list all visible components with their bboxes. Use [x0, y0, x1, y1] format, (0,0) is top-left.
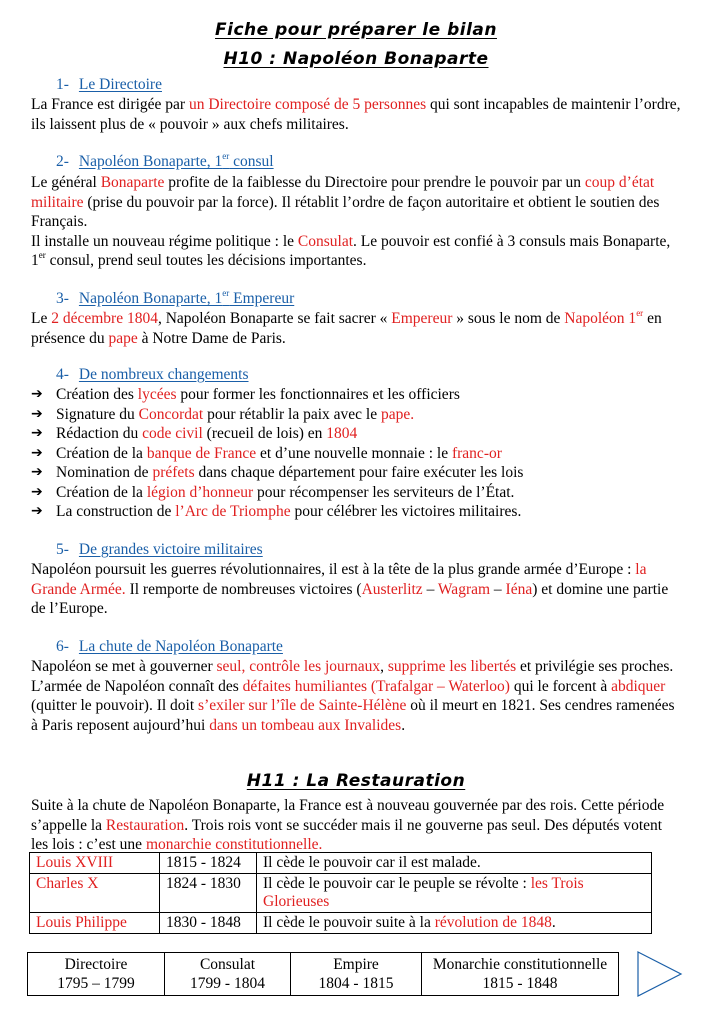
list-item: ➔ Création des lycées pour former les fonctionnaires et les officiers [31, 386, 460, 403]
arrow-icon: ➔ [31, 483, 43, 500]
king-dates: 1830 - 1848 [160, 913, 257, 934]
list-item: ➔ Signature du Concordat pour rétablir la paix avec le pape. [31, 405, 415, 423]
timeline-arrow-icon [637, 950, 683, 998]
section-1-heading: 1- Le Directoire [56, 76, 162, 93]
list-item: ➔ Création de la légion d’honneur pour récompenser les serviteurs de l’État. [31, 483, 515, 501]
table-row [28, 953, 619, 996]
arrow-icon: ➔ [31, 425, 43, 441]
arrow-icon: ➔ [31, 503, 43, 519]
table-row [30, 874, 652, 913]
timeline-cell: Empire 1804 - 1815 [291, 953, 422, 996]
king-name: Louis Philippe [30, 913, 160, 934]
timeline-table [27, 952, 619, 996]
table-row [30, 853, 652, 874]
section-4-heading: 4- De nombreux changements [56, 366, 249, 383]
section-2-heading: 2- Napoléon Bonaparte, 1er consul [56, 150, 274, 170]
king-reason: Il cède le pouvoir suite à la révolution de 1848. [257, 913, 652, 934]
timeline-cell: Consulat 1799 - 1804 [165, 953, 291, 996]
document-subtitle: H10 : Napoléon Bonaparte [223, 49, 489, 69]
section-5-heading: 5- De grandes victoire militaires [56, 541, 263, 558]
kings-table [29, 852, 652, 934]
document-title: Fiche pour préparer le bilan [215, 20, 497, 40]
section-2-text: Le général Bonaparte profite de la faiblesse du Directoire pour prendre le pouvoir par un coup d’état militaire (prise du pouvoir par la force). Il rétablit l’ordre de façon autoritaire et obtient le soutien des Français. Il installe un nouveau régime politique : le Consulat. Le pouvoir est confié à 3 consuls mais Bonaparte, 1er consul, prend seul toutes les décisions importantes. [31, 174, 671, 269]
list-item: ➔ La construction de l’Arc de Triomphe pour célébrer les victoires militaires. [31, 503, 522, 520]
section-3-heading: 3- Napoléon Bonaparte, 1er Empereur [56, 287, 295, 307]
timeline-cell: Monarchie constitutionnelle 1815 - 1848 [422, 953, 619, 996]
arrow-icon: ➔ [31, 464, 43, 480]
list-item: ➔ Nomination de préfets dans chaque département pour faire exécuter les lois [31, 464, 524, 481]
arrow-icon: ➔ [31, 444, 43, 461]
restauration-title: H11 : La Restauration [246, 771, 466, 791]
section-6-text: Napoléon se met à gouverner seul, contrôle les journaux, supprime les libertés et privilégie ses proches. L’armée de Napoléon connaît des défaites humiliantes (Trafalgar – Waterloo) qui le forcent à abdiquer (quitter le pouvoir). Il doit s’exiler sur l’île de Sainte-Hélène où il meurt en 1821. Ses cendres ramenées à Paris reposent aujourd’hui dans un tombeau aux Invalides. [31, 658, 675, 734]
king-reason: Il cède le pouvoir car le peuple se révolte : les Trois Glorieuses [257, 874, 652, 913]
table-row [30, 913, 652, 934]
king-reason: Il cède le pouvoir car il est malade. [257, 853, 652, 874]
changes-list [31, 385, 523, 522]
section-1-text: La France est dirigée par un Directoire composé de 5 personnes qui sont incapables de maintenir l’ordre, ils laissent plus de « pouvoir » aux chefs militaires. [31, 96, 681, 133]
section-6-heading: 6- La chute de Napoléon Bonaparte [56, 638, 283, 655]
restauration-text: Suite à la chute de Napoléon Bonaparte, la France est à nouveau gouvernée par des rois. Cette période s’appelle la Restauration. Trois rois vont se succéder mais il ne gouverne pas seul. Des députés votent les lois : c’est une monarchie constitutionnelle. [31, 797, 665, 853]
list-item: ➔ Création de la banque de France et d’une nouvelle monnaie : le franc-or [31, 444, 502, 462]
section-5-text: Napoléon poursuit les guerres révolutionnaires, il est à la tête de la plus grande armée d’Europe : la Grande Armée. Il remporte de nombreuses victoires (Austerlitz – Wagram – Iéna) et domine une partie de l’Europe. [31, 561, 669, 617]
list-item: ➔ Rédaction du code civil (recueil de lois) en 1804 [31, 425, 358, 442]
timeline-cell: Directoire 1795 – 1799 [28, 953, 165, 996]
king-name: Louis XVIII [30, 853, 160, 874]
section-3-text: Le 2 décembre 1804, Napoléon Bonaparte se fait sacrer « Empereur » sous le nom de Napoléon 1er en présence du pape à Notre Dame de Paris. [31, 307, 662, 347]
king-name: Charles X [30, 874, 160, 913]
arrow-icon: ➔ [31, 405, 43, 422]
king-dates: 1815 - 1824 [160, 853, 257, 874]
arrow-icon: ➔ [31, 386, 43, 402]
king-dates: 1824 - 1830 [160, 874, 257, 913]
